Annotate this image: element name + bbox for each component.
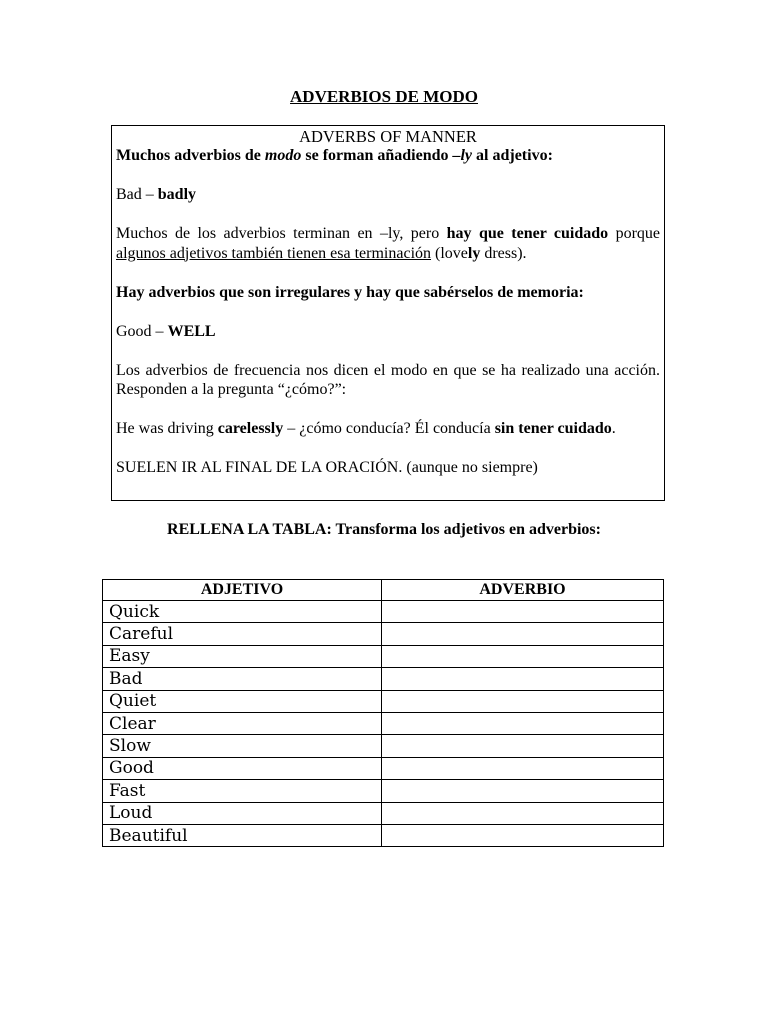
rule-text-part: Muchos adverbios de (116, 147, 265, 164)
example-carelessly (116, 419, 660, 439)
adjective-cell: Fast (103, 780, 382, 802)
column-header-adjective: ADJETIVO (103, 580, 382, 601)
example-text-part: . (611, 420, 616, 437)
table-row (103, 780, 664, 802)
adjective-cell: Loud (103, 802, 382, 824)
adjective-cell: Slow (103, 735, 382, 757)
table-row (103, 757, 664, 779)
table-row (103, 690, 664, 712)
adjective-cell: Bad (103, 668, 382, 690)
document-title: ADVERBIOS DE MODO (290, 87, 478, 106)
table-row (103, 802, 664, 824)
adverb-answer-cell[interactable] (382, 712, 664, 734)
example-adverb: WELL (167, 322, 216, 340)
example-adverb: badly (157, 186, 197, 203)
table-row (103, 668, 664, 690)
rule-text-italic: –ly (452, 147, 473, 164)
adjective-cell: Careful (103, 623, 382, 645)
adverb-answer-cell[interactable] (382, 623, 664, 645)
irregular-note: Hay adverbios que son irregulares y hay que sabérselos de memoria: (116, 283, 584, 301)
rule-text (116, 146, 660, 166)
rule-text-italic: modo (264, 147, 302, 164)
adjective-cell: Easy (103, 645, 382, 667)
example-text-bold: sin tener cuidado (494, 420, 612, 437)
warning-text (116, 224, 660, 263)
position-note: SUELEN IR AL FINAL DE LA ORACIÓN. (aunque no siempre) (116, 459, 538, 476)
warning-text-part: porque (608, 225, 660, 242)
table-row (103, 623, 664, 645)
box-title: ADVERBS OF MANNER (299, 127, 477, 146)
table-row (103, 735, 664, 757)
example-text-part: He was driving (116, 420, 218, 437)
table-header-row (103, 580, 664, 601)
exercise-instruction: RELLENA LA TABLA: Transforma los adjetivos en adverbios: (167, 521, 601, 538)
example-adjective: Bad – (116, 186, 158, 203)
example-adjective: Good – (116, 322, 168, 340)
adverb-answer-cell[interactable] (382, 645, 664, 667)
warning-text-bold: hay que tener cuidado (446, 225, 609, 242)
warning-text-bold: ly (467, 244, 481, 262)
adverb-answer-cell[interactable] (382, 824, 664, 846)
warning-text-underlined: algunos adjetivos también tienen esa terminación (116, 244, 432, 262)
rule-text-part: al adjetivo: (472, 147, 553, 164)
adverb-answer-cell[interactable] (382, 802, 664, 824)
adjective-cell: Quiet (103, 690, 382, 712)
adjective-cell: Clear (103, 712, 382, 734)
adverb-answer-cell[interactable] (382, 601, 664, 623)
frequency-note: Los adverbios de frecuencia nos dicen el modo en que se ha realizado una acción. Responden a la pregunta “¿cómo?”: (116, 361, 660, 398)
example-badly (116, 185, 660, 205)
adverb-answer-cell[interactable] (382, 735, 664, 757)
adverb-answer-cell[interactable] (382, 757, 664, 779)
example-text-part: – ¿cómo conducía? Él conducía (283, 420, 495, 437)
grammar-explanation-box (111, 125, 665, 501)
adjective-cell: Quick (103, 601, 382, 623)
adverb-answer-cell[interactable] (382, 780, 664, 802)
rule-text-part: se forman añadiendo (301, 147, 453, 164)
warning-text-part: dress). (480, 244, 527, 262)
table-row (103, 645, 664, 667)
example-text-bold: carelessly (217, 420, 284, 437)
adverb-exercise-table (102, 579, 664, 847)
adverb-answer-cell[interactable] (382, 668, 664, 690)
table-row (103, 712, 664, 734)
example-well (116, 322, 660, 342)
table-row (103, 601, 664, 623)
column-header-adverb: ADVERBIO (382, 580, 664, 601)
adjective-cell: Good (103, 757, 382, 779)
warning-text-part: (love (431, 244, 468, 262)
adjective-cell: Beautiful (103, 824, 382, 846)
table-row (103, 824, 664, 846)
warning-text-part: Muchos de los adverbios terminan en –ly, pero (116, 225, 447, 242)
adverb-answer-cell[interactable] (382, 690, 664, 712)
